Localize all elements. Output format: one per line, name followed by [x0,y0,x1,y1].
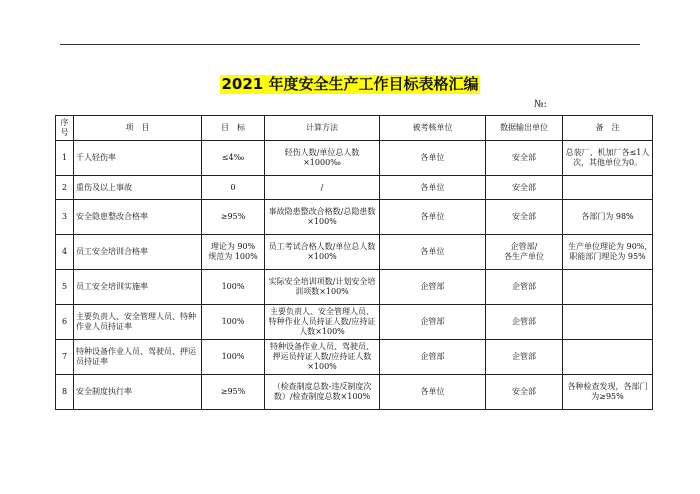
header-seq: 序号 [56,116,74,141]
cell-seq: 8 [56,375,74,410]
cell-output-unit: 安全部 [486,141,563,176]
cell-output-unit: 企管部/ 各生产单位 [486,235,563,270]
cell-note: 各种检查发现，各部门为≥95% [563,375,653,410]
header-note: 备 注 [563,116,653,141]
cell-note: 总装厂、机加厂各≤1人次，其他单位为0。 [563,141,653,176]
cell-method: 员工考试合格人数/单位总人数×100% [265,235,380,270]
table-row [56,305,653,340]
cell-assessed-unit: 各单位 [380,141,486,176]
cell-assessed-unit: 企管部 [380,305,486,340]
cell-target: 100% [202,270,265,305]
cell-method: 轻伤人数/单位总人数×1000‰ [265,141,380,176]
cell-seq: 6 [56,305,74,340]
cell-target: ≤4‰ [202,141,265,176]
document-title: 2021 年度安全生产工作目标表格汇编 [221,75,479,93]
table-row [56,141,653,176]
cell-seq: 5 [56,270,74,305]
cell-note [563,305,653,340]
cell-method: 实际安全培训项数/计划安全培训项数×100% [265,270,380,305]
cell-item: 重伤及以上事故 [74,176,202,200]
cell-output-unit: 安全部 [486,176,563,200]
cell-assessed-unit: 各单位 [380,176,486,200]
cell-output-unit: 企管部 [486,305,563,340]
title-area [0,74,700,94]
table-body [56,141,653,410]
cell-method: 事故隐患整改合格数/总隐患数×100% [265,200,380,235]
header-method: 计算方法 [265,116,380,141]
header-output-unit: 数据输出单位 [486,116,563,141]
top-rule [60,44,640,45]
cell-target: 100% [202,305,265,340]
table-row [56,340,653,375]
targets-table [55,115,653,410]
cell-item: 安全制度执行率 [74,375,202,410]
cell-seq: 2 [56,176,74,200]
number-label: №: [534,99,547,110]
table-row [56,235,653,270]
cell-note [563,176,653,200]
cell-note [563,340,653,375]
cell-output-unit: 安全部 [486,200,563,235]
table-row [56,200,653,235]
cell-output-unit: 企管部 [486,340,563,375]
cell-target: ≥95% [202,375,265,410]
cell-seq: 1 [56,141,74,176]
cell-target: ≥95% [202,200,265,235]
cell-item: 员工安全培训合格率 [74,235,202,270]
cell-assessed-unit: 各单位 [380,200,486,235]
table-header-row [56,116,653,141]
cell-method: / [265,176,380,200]
cell-target: 0 [202,176,265,200]
table-row [56,375,653,410]
cell-item: 主要负责人、安全管理人员、特种作业人员持证率 [74,305,202,340]
cell-assessed-unit: 各单位 [380,235,486,270]
table-row [56,176,653,200]
cell-output-unit: 安全部 [486,375,563,410]
header-target: 目 标 [202,116,265,141]
table-row [56,270,653,305]
cell-seq: 4 [56,235,74,270]
cell-note [563,270,653,305]
cell-assessed-unit: 企管部 [380,270,486,305]
cell-seq: 7 [56,340,74,375]
cell-item: 特种设备作业人员、驾驶员、押运员持证率 [74,340,202,375]
cell-assessed-unit: 各单位 [380,375,486,410]
cell-method: 主要负责人、安全管理人员、特种作业人员持证人数/应持证人数×100% [265,305,380,340]
cell-item: 千人轻伤率 [74,141,202,176]
cell-item: 安全隐患整改合格率 [74,200,202,235]
cell-output-unit: 企管部 [486,270,563,305]
cell-assessed-unit: 企管部 [380,340,486,375]
cell-target: 理论为 90% 规范为 100% [202,235,265,270]
cell-note: 各部门为 98% [563,200,653,235]
cell-seq: 3 [56,200,74,235]
header-assessed-unit: 被考核单位 [380,116,486,141]
cell-item: 员工安全培训实施率 [74,270,202,305]
cell-method: （检查制度总数-违反制度次数）/检查制度总数×100% [265,375,380,410]
header-item: 项 目 [74,116,202,141]
cell-target: 100% [202,340,265,375]
cell-method: 特种设备作业人员、驾驶员、押运员持证人数/应持证人数×100% [265,340,380,375]
cell-note: 生产单位理论为 90%, 职能部门理论为 95% [563,235,653,270]
